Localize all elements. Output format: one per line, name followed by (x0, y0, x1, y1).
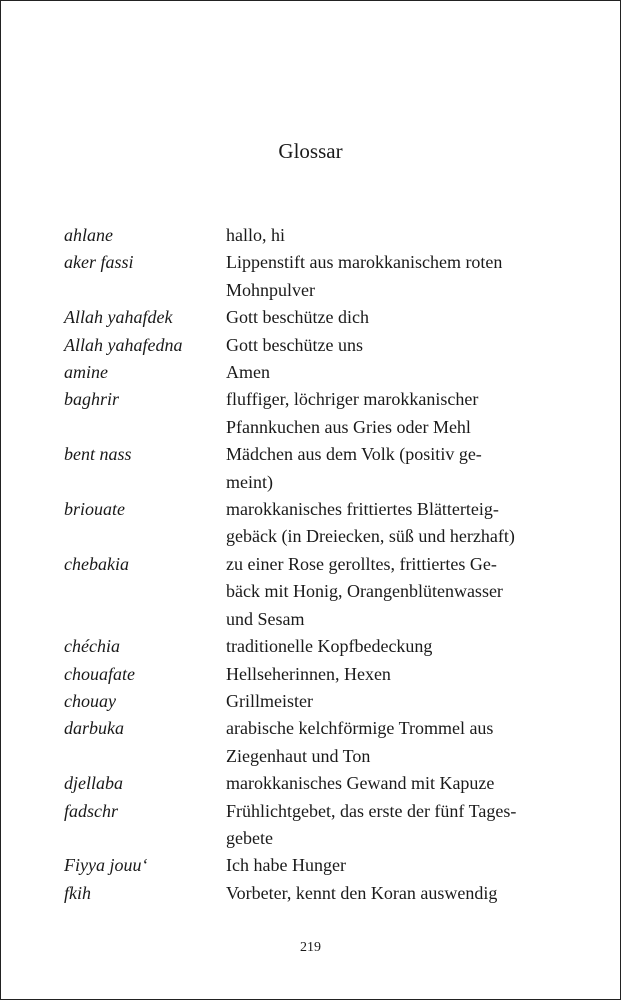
glossary-term: baghrir (64, 389, 120, 410)
definition-line: marokkanisches Gewand mit Kapuze (226, 773, 495, 794)
definition-line: und Sesam (226, 608, 305, 629)
definition-line: Gott beschütze uns (226, 334, 363, 355)
glossary-entry (64, 332, 564, 359)
glossary-definition (226, 661, 564, 688)
definition-line: Grillmeister (226, 690, 313, 711)
glossary-term: fadschr (64, 800, 118, 821)
glossary-term: djellaba (64, 773, 123, 794)
glossary-definition (226, 496, 564, 551)
glossary-definition (226, 633, 564, 660)
glossary-entry (64, 661, 564, 688)
glossary-term: darbuka (64, 718, 124, 739)
definition-line: gebäck (in Dreiecken, süß und herzhaft) (226, 526, 515, 547)
definition-line: gebete (226, 827, 273, 848)
glossary-definition (226, 551, 564, 633)
glossary-term: chebakia (64, 553, 129, 574)
definition-line: Lippenstift aus marokkanischem roten (226, 252, 503, 273)
glossary-entry (64, 359, 564, 386)
glossary-entry (64, 304, 564, 331)
definition-line: Amen (226, 362, 270, 383)
definition-line: Mohnpulver (226, 279, 315, 300)
glossary-definition (226, 304, 564, 331)
glossary-list (64, 222, 564, 907)
definition-line: marokkanisches frittiertes Blätterteig- (226, 499, 499, 520)
glossary-term: chouafate (64, 663, 135, 684)
definition-line: Ziegenhaut und Ton (226, 745, 371, 766)
definition-line: Pfannkuchen aus Gries oder Mehl (226, 416, 471, 437)
glossary-definition (226, 441, 564, 496)
definition-line: Gott beschütze dich (226, 307, 369, 328)
glossary-definition (226, 688, 564, 715)
definition-line: Hellseherinnen, Hexen (226, 663, 391, 684)
glossary-definition (226, 249, 564, 304)
glossary-term: ahlane (64, 225, 113, 245)
glossary-definition (226, 332, 564, 359)
page-title: Glossar (278, 139, 343, 163)
glossary-definition (226, 770, 564, 797)
glossary-term: aker fassi (64, 252, 134, 273)
glossary-entry (64, 551, 564, 633)
glossary-entry (64, 715, 564, 770)
glossary-term: Allah yahafdek (64, 307, 173, 328)
glossary-term: briouate (64, 499, 125, 520)
glossary-entry (64, 441, 564, 496)
glossary-entry (64, 386, 564, 441)
glossary-term: bent nass (64, 444, 132, 465)
definition-line: fluffiger, löchriger marokkanischer (226, 389, 479, 410)
glossary-entry (64, 688, 564, 715)
glossary-entry (64, 249, 564, 304)
glossary-definition (226, 715, 564, 770)
glossary-definition (226, 359, 564, 386)
glossary-entry (64, 798, 564, 853)
glossary-entry (64, 852, 564, 879)
glossary-term: amine (64, 362, 108, 383)
definition-line: Mädchen aus dem Volk (positiv ge- (226, 444, 482, 465)
glossary-definition (226, 798, 564, 853)
definition-line: arabische kelchförmige Trommel aus (226, 718, 494, 739)
definition-line: hallo, hi (226, 225, 285, 245)
glossary-term: Allah yahafedna (64, 334, 183, 355)
glossary-term: Fiyya jouu‘ (64, 855, 148, 876)
glossary-entry (64, 633, 564, 660)
glossary-entry (64, 880, 564, 907)
definition-line: meint) (226, 471, 273, 492)
glossary-entry (64, 770, 564, 797)
page-number: 219 (300, 940, 321, 955)
glossary-definition (226, 222, 564, 249)
glossary-term: chéchia (64, 636, 120, 657)
glossary-definition (226, 386, 564, 441)
glossary-entry (64, 222, 564, 249)
definition-line: Vorbeter, kennt den Koran auswendig (226, 882, 498, 903)
glossary-term: fkih (64, 882, 91, 903)
glossary-term: chouay (64, 690, 116, 711)
definition-line: zu einer Rose gerolltes, frittiertes Ge- (226, 553, 497, 574)
definition-line: Ich habe Hunger (226, 855, 346, 876)
definition-line: traditionelle Kopfbedeckung (226, 636, 433, 657)
glossary-entry (64, 496, 564, 551)
glossary-definition (226, 880, 564, 907)
glossary-definition (226, 852, 564, 879)
definition-line: bäck mit Honig, Orangenblütenwasser (226, 581, 503, 602)
definition-line: Frühlichtgebet, das erste der fünf Tages- (226, 800, 517, 821)
